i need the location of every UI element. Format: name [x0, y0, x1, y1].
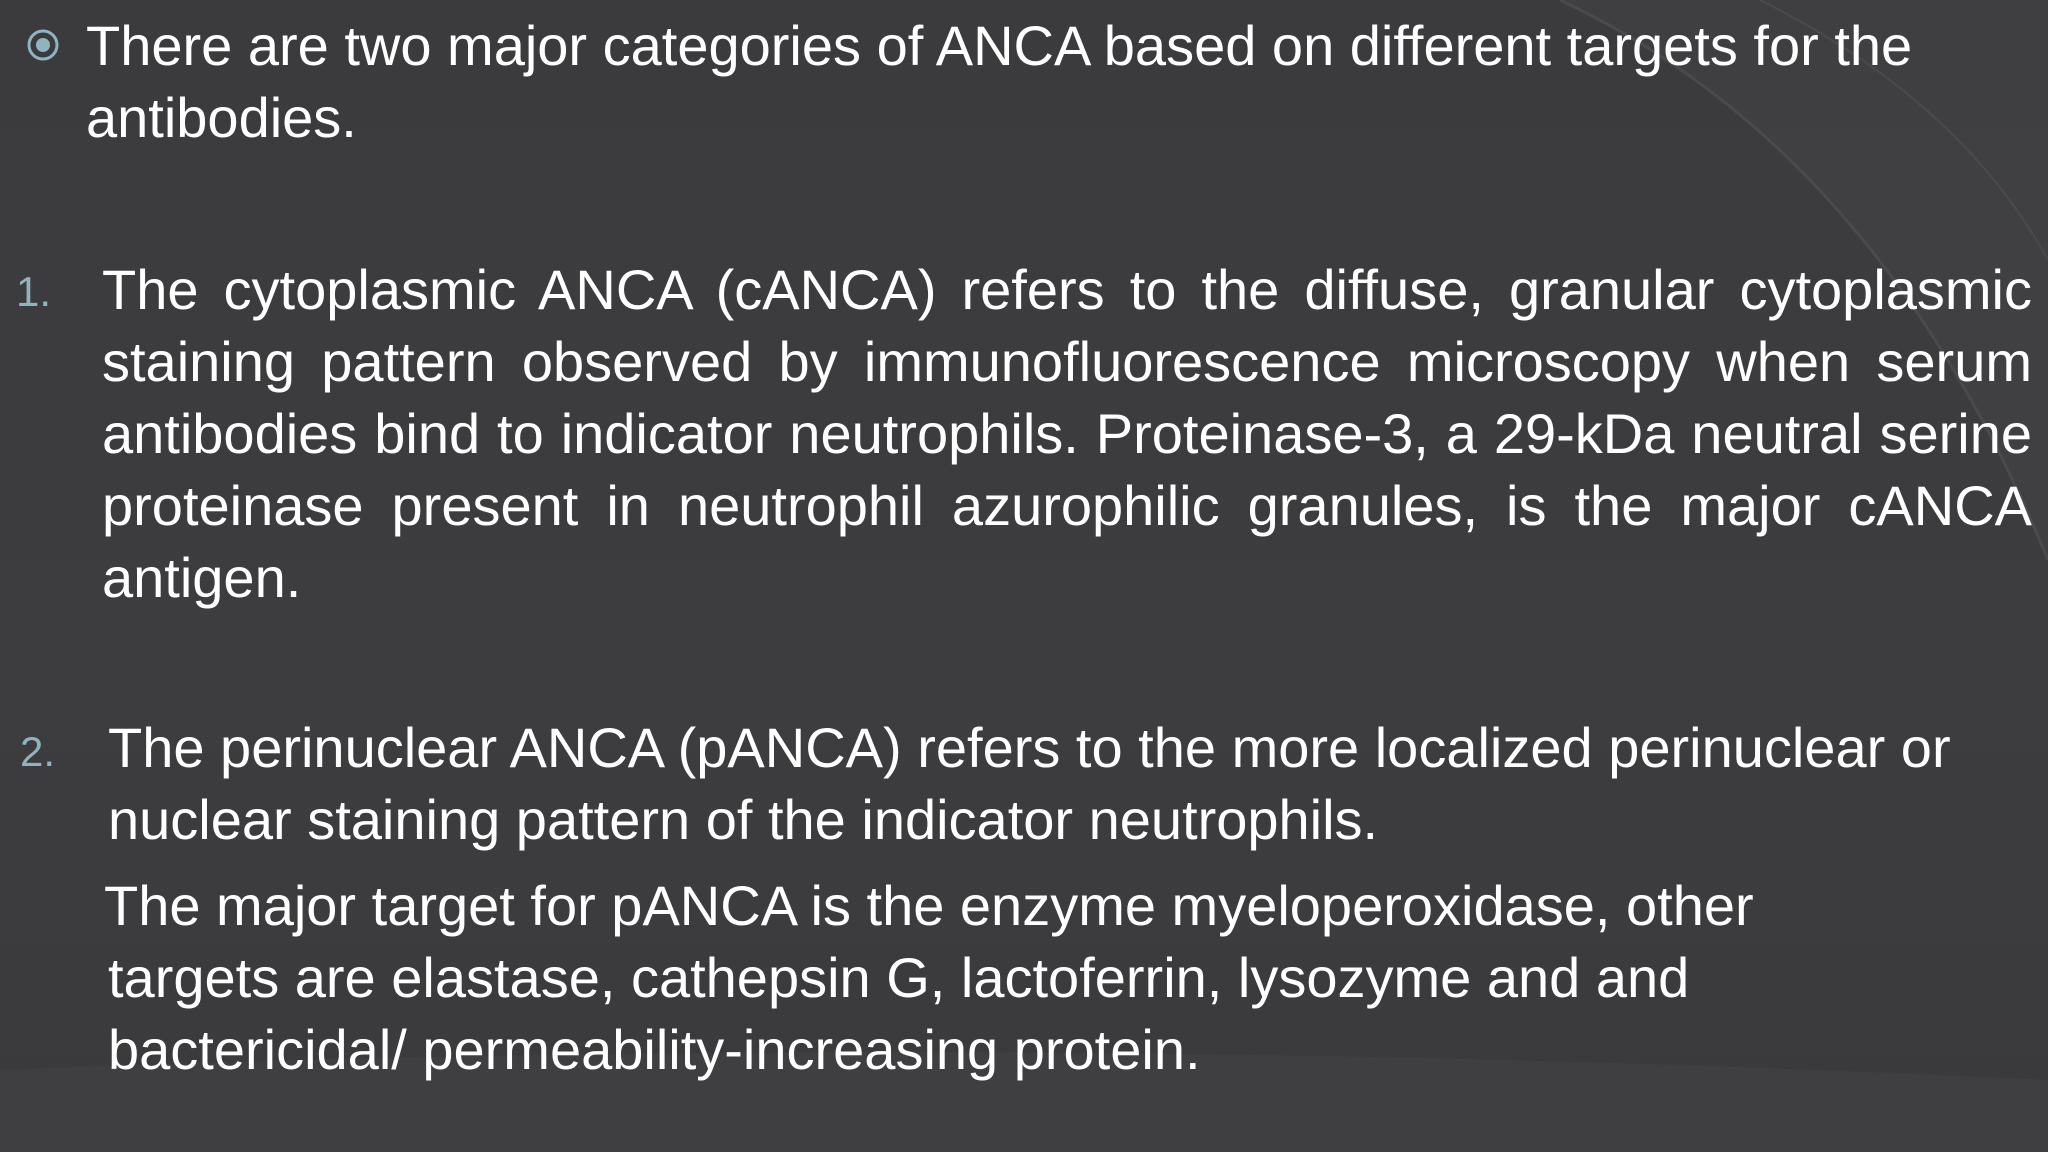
list-item-canca: The cytoplasmic ANCA (cANCA) refers to the diffuse, granular cytoplasmic staining pattern observed by immunofluorescence microscopy when serum antibodies bind to indicator neutrophils. Proteinase-3, a 29-kDa neutral serine proteinase present in neutrophil azurophilic granules, is the major cANCA antigen.: [102, 258, 2032, 609]
list-item-number: 1.: [16, 268, 52, 315]
panca-targets-line-1: The major target for pANCA is the enzyme myeloperoxidase, other: [104, 874, 1754, 937]
intro-paragraph: There are two major categories of ANCA based on different targets for the antibodies.: [86, 14, 1913, 149]
list-item-number: 2.: [20, 728, 56, 775]
panca-targets-paragraph: [104, 870, 2034, 1086]
list-item-panca: The perinuclear ANCA (pANCA) refers to the more localized perinuclear or nuclear staining pattern of the indicator neutrophils.: [108, 716, 1951, 851]
panca-targets-line-3: bactericidal/ permeability-increasing protein.: [108, 1018, 1201, 1081]
circle-target-bullet-icon: [26, 28, 60, 62]
panca-targets-line-2: targets are elastase, cathepsin G, lactoferrin, lysozyme and and: [108, 946, 1690, 1009]
